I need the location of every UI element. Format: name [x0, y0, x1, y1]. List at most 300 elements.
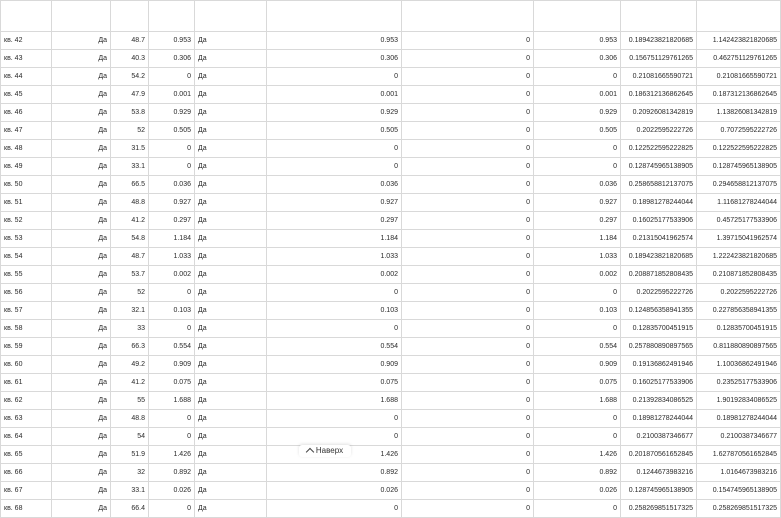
table-cell: 0 [402, 68, 534, 86]
table-cell: 1.222423821820685 [697, 248, 781, 266]
table-cell: 54 [111, 428, 149, 446]
table-cell: 0 [149, 158, 195, 176]
table-cell: 1.10036862491946 [697, 356, 781, 374]
table-cell: 48.8 [111, 194, 149, 212]
table-cell: 0.128745965138905 [621, 482, 697, 500]
table-cell: 0.2022595222726 [697, 284, 781, 302]
header-cell [111, 1, 149, 32]
scroll-to-top-label: Наверх [315, 446, 344, 455]
table-cell: 0.811880890897565 [697, 338, 781, 356]
table-cell: 0 [402, 284, 534, 302]
table-header-row [1, 1, 781, 32]
table-cell: 0.001 [267, 86, 402, 104]
table-cell: 0.21081665590721 [621, 68, 697, 86]
table-cell: кв. 56 [1, 284, 52, 302]
table-cell: 0.208871852808435 [621, 266, 697, 284]
table-cell: 32.1 [111, 302, 149, 320]
table-cell: 0.462751129761265 [697, 50, 781, 68]
table-cell: 0 [402, 158, 534, 176]
table-row [1, 284, 781, 302]
table-cell: Да [195, 230, 267, 248]
table-cell: 0.258269851517325 [621, 500, 697, 518]
table-cell: 0.002 [267, 266, 402, 284]
table-cell: 0 [402, 212, 534, 230]
table-cell: 0.026 [534, 482, 621, 500]
table-cell: Да [52, 302, 111, 320]
table-cell: 0 [149, 68, 195, 86]
table-cell: 0.929 [149, 104, 195, 122]
table-cell: 0.201870561652845 [621, 446, 697, 464]
table-row [1, 266, 781, 284]
table-cell: 0.927 [267, 194, 402, 212]
table-cell: Да [52, 248, 111, 266]
table-cell: 0.19136862491946 [621, 356, 697, 374]
table-cell: 0 [402, 230, 534, 248]
table-cell: 0 [534, 158, 621, 176]
table-cell: 0.124856358941355 [621, 302, 697, 320]
table-row [1, 320, 781, 338]
table-cell: 0 [534, 428, 621, 446]
table-cell: 0.189423821820685 [621, 32, 697, 50]
table-cell: Да [195, 140, 267, 158]
table-cell: 0.21392834086525 [621, 392, 697, 410]
table-cell: 0 [149, 320, 195, 338]
table-cell: 0 [534, 500, 621, 518]
table-cell: 48.7 [111, 32, 149, 50]
table-cell: 0 [402, 356, 534, 374]
table-cell: 1.11681278244044 [697, 194, 781, 212]
table-row [1, 86, 781, 104]
table-cell: Да [195, 302, 267, 320]
table-cell: 0 [402, 248, 534, 266]
table-cell: 0.892 [534, 464, 621, 482]
table-cell: кв. 49 [1, 158, 52, 176]
table-cell: 0 [402, 500, 534, 518]
table-cell: Да [195, 266, 267, 284]
table-cell: кв. 45 [1, 86, 52, 104]
table-cell: 33 [111, 320, 149, 338]
table-cell: 1.426 [267, 446, 402, 464]
header-cell [621, 1, 697, 32]
table-cell: 0.505 [149, 122, 195, 140]
table-cell: Да [195, 158, 267, 176]
table-cell: кв. 48 [1, 140, 52, 158]
table-cell: Да [195, 482, 267, 500]
table-cell: 0 [149, 284, 195, 302]
header-cell [697, 1, 781, 32]
table-cell: 1.033 [534, 248, 621, 266]
table-cell: Да [195, 284, 267, 302]
header-cell [52, 1, 111, 32]
table-cell: Да [195, 446, 267, 464]
table-cell: Да [195, 212, 267, 230]
table-cell: 0 [402, 50, 534, 68]
table-cell: 0 [267, 68, 402, 86]
table-cell: 0.026 [267, 482, 402, 500]
table-cell: 1.184 [267, 230, 402, 248]
table-cell: кв. 42 [1, 32, 52, 50]
table-cell: 0 [267, 158, 402, 176]
table-cell: 0.026 [149, 482, 195, 500]
table-cell: Да [195, 104, 267, 122]
table-cell: 0.186312136862645 [621, 86, 697, 104]
table-cell: кв. 67 [1, 482, 52, 500]
table-cell: 0.927 [149, 194, 195, 212]
table-cell: 51.9 [111, 446, 149, 464]
table-cell: 1.627870561652845 [697, 446, 781, 464]
table-cell: 0.2100387346677 [697, 428, 781, 446]
table-cell: 0.036 [267, 176, 402, 194]
header-cell [149, 1, 195, 32]
table-cell: 0.16025177533906 [621, 374, 697, 392]
table-cell: Да [195, 32, 267, 50]
table-cell: 0.103 [149, 302, 195, 320]
table-cell: 49.2 [111, 356, 149, 374]
table-cell: кв. 64 [1, 428, 52, 446]
table-cell: 0.23525177533906 [697, 374, 781, 392]
table-cell: 0 [402, 482, 534, 500]
table-cell: кв. 68 [1, 500, 52, 518]
table-cell: 0 [402, 194, 534, 212]
table-cell: 0.554 [534, 338, 621, 356]
table-cell: кв. 66 [1, 464, 52, 482]
table-cell: 1.184 [534, 230, 621, 248]
table-cell: кв. 51 [1, 194, 52, 212]
table-cell: 0.554 [267, 338, 402, 356]
table-cell: 0.909 [149, 356, 195, 374]
table-cell: 0.306 [149, 50, 195, 68]
table-cell: 0 [402, 428, 534, 446]
table-cell: Да [52, 446, 111, 464]
table-cell: 0 [402, 302, 534, 320]
table-cell: 0.075 [534, 374, 621, 392]
table-cell: Да [52, 104, 111, 122]
table-cell: 0.12835700451915 [621, 320, 697, 338]
table-cell: 0 [402, 32, 534, 50]
table-cell: 0.128745965138905 [697, 158, 781, 176]
table-cell: Да [195, 320, 267, 338]
chevron-up-icon [306, 448, 314, 456]
table-row [1, 194, 781, 212]
table-cell: Да [52, 266, 111, 284]
table-cell: 41.2 [111, 212, 149, 230]
table-cell: 0 [267, 428, 402, 446]
table-row [1, 68, 781, 86]
table-cell: 0.297 [534, 212, 621, 230]
table-cell: Да [195, 374, 267, 392]
table-cell: 0.002 [534, 266, 621, 284]
table-cell: Да [52, 284, 111, 302]
table-cell: 0.294658812137075 [697, 176, 781, 194]
table-cell: 0 [402, 176, 534, 194]
header-cell [195, 1, 267, 32]
table-cell: кв. 50 [1, 176, 52, 194]
table-cell: 0.21081665590721 [697, 68, 781, 86]
table-cell: 0.18981278244044 [697, 410, 781, 428]
table-cell: Да [52, 86, 111, 104]
table-cell: 0 [267, 500, 402, 518]
table-row [1, 302, 781, 320]
table-row [1, 500, 781, 518]
table-cell: Да [52, 140, 111, 158]
table-cell: кв. 44 [1, 68, 52, 86]
table-cell: 0.21315041962574 [621, 230, 697, 248]
table-cell: Да [52, 356, 111, 374]
table-cell: 66.3 [111, 338, 149, 356]
table-cell: кв. 53 [1, 230, 52, 248]
table-cell: 0.929 [267, 104, 402, 122]
table-cell: 0 [534, 410, 621, 428]
table-cell: 33.1 [111, 158, 149, 176]
table-row [1, 104, 781, 122]
table-cell: 0 [402, 104, 534, 122]
table-cell: 0 [534, 140, 621, 158]
header-cell [402, 1, 534, 32]
table-cell: Да [195, 86, 267, 104]
table-cell: 0.075 [149, 374, 195, 392]
table-row [1, 428, 781, 446]
table-cell: 1.688 [534, 392, 621, 410]
table-cell: 0 [402, 392, 534, 410]
table-cell: Да [195, 194, 267, 212]
table-cell: 1.688 [267, 392, 402, 410]
table-cell: Да [52, 68, 111, 86]
table-cell: 0.953 [149, 32, 195, 50]
header-cell [534, 1, 621, 32]
table-cell: 0.306 [534, 50, 621, 68]
table-cell: кв. 52 [1, 212, 52, 230]
table-cell: 0.257880890897565 [621, 338, 697, 356]
table-cell: 0.18981278244044 [621, 194, 697, 212]
table-cell: 0.2100387346677 [621, 428, 697, 446]
table-cell: Да [195, 500, 267, 518]
table-cell: Да [195, 464, 267, 482]
table-cell: 0 [402, 86, 534, 104]
table-cell: Да [52, 122, 111, 140]
table-cell: 40.3 [111, 50, 149, 68]
table-cell: Да [52, 212, 111, 230]
table-cell: 48.8 [111, 410, 149, 428]
table-cell: 0.45725177533906 [697, 212, 781, 230]
table-row [1, 122, 781, 140]
table-cell: 0.16025177533906 [621, 212, 697, 230]
table-cell: Да [52, 482, 111, 500]
table-cell: 0.892 [267, 464, 402, 482]
table-cell: 48.7 [111, 248, 149, 266]
table-cell: Да [195, 68, 267, 86]
table-cell: Да [52, 320, 111, 338]
table-cell: 0.227856358941355 [697, 302, 781, 320]
table-cell: Да [195, 122, 267, 140]
table-cell: Да [52, 50, 111, 68]
table-cell: кв. 59 [1, 338, 52, 356]
table-cell: 0.210871852808435 [697, 266, 781, 284]
table-cell: 32 [111, 464, 149, 482]
table-cell: 0.075 [267, 374, 402, 392]
table-cell: 0.927 [534, 194, 621, 212]
table-cell: кв. 63 [1, 410, 52, 428]
table-cell: 0.154745965138905 [697, 482, 781, 500]
table-cell: 0.20926081342819 [621, 104, 697, 122]
table-cell: кв. 47 [1, 122, 52, 140]
table-cell: 0.2022595222726 [621, 122, 697, 140]
table-cell: Да [52, 338, 111, 356]
table-cell: 0.929 [534, 104, 621, 122]
table-cell: 66.5 [111, 176, 149, 194]
table-cell: 0.18981278244044 [621, 410, 697, 428]
table-cell: Да [52, 194, 111, 212]
table-cell: 0 [267, 284, 402, 302]
table-row [1, 338, 781, 356]
table-cell: 1.39715041962574 [697, 230, 781, 248]
table-cell: 52 [111, 122, 149, 140]
table-cell: 0 [149, 500, 195, 518]
table-cell: Да [52, 176, 111, 194]
table-cell: кв. 58 [1, 320, 52, 338]
table-cell: 0.258658812137075 [621, 176, 697, 194]
table-cell: 31.5 [111, 140, 149, 158]
table-cell: 33.1 [111, 482, 149, 500]
scroll-to-top-button[interactable] [299, 445, 351, 457]
table-cell: 1.0164673983216 [697, 464, 781, 482]
table-cell: кв. 43 [1, 50, 52, 68]
header-cell [267, 1, 402, 32]
table-cell: 0 [402, 338, 534, 356]
table-cell: 0.001 [534, 86, 621, 104]
table-cell: Да [52, 230, 111, 248]
table-cell: кв. 54 [1, 248, 52, 266]
table-row [1, 140, 781, 158]
table-cell: Да [195, 176, 267, 194]
table-cell: 0.909 [534, 356, 621, 374]
table-cell: 0.2022595222726 [621, 284, 697, 302]
table-cell: Да [52, 464, 111, 482]
table-row [1, 50, 781, 68]
table-cell: 55 [111, 392, 149, 410]
table-cell: 0 [149, 410, 195, 428]
table-cell: 1.426 [534, 446, 621, 464]
table-row [1, 32, 781, 50]
table-row [1, 392, 781, 410]
table-cell: кв. 46 [1, 104, 52, 122]
table-cell: Да [195, 248, 267, 266]
table-cell: 1.13826081342819 [697, 104, 781, 122]
table-row [1, 158, 781, 176]
table-cell: 0.036 [149, 176, 195, 194]
table-cell: 0.187312136862645 [697, 86, 781, 104]
table-cell: 0 [402, 410, 534, 428]
table-cell: 0.953 [267, 32, 402, 50]
table-cell: Да [195, 50, 267, 68]
table-cell: 0.1244673983216 [621, 464, 697, 482]
table-cell: кв. 61 [1, 374, 52, 392]
table-cell: Да [195, 428, 267, 446]
table-cell: Да [195, 338, 267, 356]
table-cell: 0.122522595222825 [697, 140, 781, 158]
table-row [1, 446, 781, 464]
table-cell: 1.033 [149, 248, 195, 266]
table-cell: кв. 60 [1, 356, 52, 374]
table-cell: 0.297 [267, 212, 402, 230]
table-cell: 0.12835700451915 [697, 320, 781, 338]
table-row [1, 248, 781, 266]
table-cell: 0.7072595222726 [697, 122, 781, 140]
table-cell: кв. 57 [1, 302, 52, 320]
table-cell: 53.7 [111, 266, 149, 284]
table-cell: Да [52, 392, 111, 410]
table-cell: Да [52, 410, 111, 428]
table-cell: 0 [402, 446, 534, 464]
table-cell: Да [52, 158, 111, 176]
table-cell: 0 [149, 428, 195, 446]
table-cell: 0 [402, 464, 534, 482]
table-cell: 0 [402, 374, 534, 392]
table-cell: 0.505 [534, 122, 621, 140]
table-cell: 0.892 [149, 464, 195, 482]
table-cell: 0.554 [149, 338, 195, 356]
table-cell: 52 [111, 284, 149, 302]
table-cell: 0.036 [534, 176, 621, 194]
table-row [1, 212, 781, 230]
table-cell: Да [52, 500, 111, 518]
table-cell: 0 [402, 320, 534, 338]
table-cell: Да [195, 356, 267, 374]
table-cell: 54.2 [111, 68, 149, 86]
table-cell: 0 [534, 284, 621, 302]
table-cell: 0.909 [267, 356, 402, 374]
table-row [1, 176, 781, 194]
table-cell: 0.189423821820685 [621, 248, 697, 266]
table-cell: 1.184 [149, 230, 195, 248]
table-cell: 1.142423821820685 [697, 32, 781, 50]
table-cell: кв. 62 [1, 392, 52, 410]
table-cell: 0 [534, 320, 621, 338]
table-row [1, 410, 781, 428]
header-cell [1, 1, 52, 32]
table-cell: кв. 65 [1, 446, 52, 464]
table-cell: Да [195, 410, 267, 428]
table-cell: 1.90192834086525 [697, 392, 781, 410]
table-cell: 0 [267, 410, 402, 428]
table-cell: 47.9 [111, 86, 149, 104]
table-row [1, 464, 781, 482]
table-cell: 0.156751129761265 [621, 50, 697, 68]
table-cell: 0.953 [534, 32, 621, 50]
table-cell: Да [52, 32, 111, 50]
table-cell: 53.8 [111, 104, 149, 122]
table-cell: 0 [402, 140, 534, 158]
table-cell: Да [195, 392, 267, 410]
table-cell: 0.306 [267, 50, 402, 68]
table-cell: 0.103 [534, 302, 621, 320]
table-cell: 0.001 [149, 86, 195, 104]
table-cell: 66.4 [111, 500, 149, 518]
table-row [1, 356, 781, 374]
table-cell: Да [52, 374, 111, 392]
table-cell: 1.033 [267, 248, 402, 266]
table-row [1, 482, 781, 500]
table-cell: Да [52, 428, 111, 446]
table-cell: 0 [267, 320, 402, 338]
table-cell: 0 [149, 140, 195, 158]
table-cell: 1.688 [149, 392, 195, 410]
table-cell: кв. 55 [1, 266, 52, 284]
table-cell: 0 [267, 140, 402, 158]
table-cell: 41.2 [111, 374, 149, 392]
table-cell: 0.297 [149, 212, 195, 230]
table-cell: 0.505 [267, 122, 402, 140]
table-cell: 0 [402, 122, 534, 140]
